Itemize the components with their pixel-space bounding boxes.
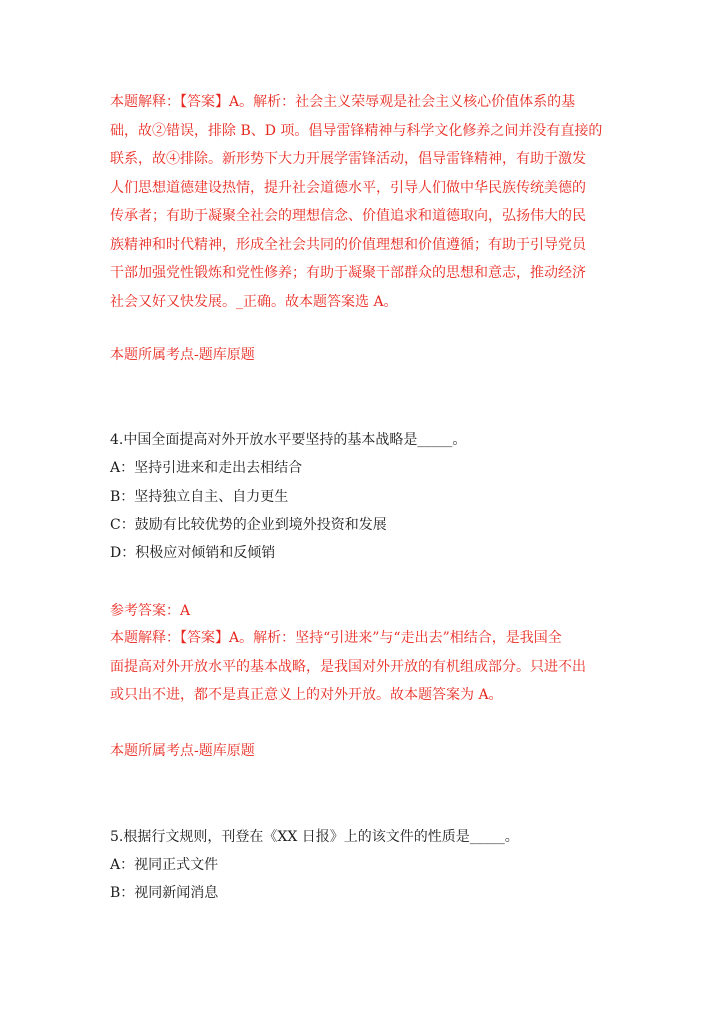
q4-answer: 参考答案：A [110, 603, 191, 619]
q3-explanation-line: 族精神和时代精神，形成全社会共同的价值理想和价值遵循；有助于引导党员 [110, 236, 586, 253]
q3-category: 本题所属考点-题库原题 [110, 347, 255, 363]
q3-explanation-line: 社会又好又快发展。_正确。故本题答案选 A。 [110, 293, 398, 310]
q4-explanation-line: 面提高对外开放水平的基本战略，是我国对外开放的有机组成部分。只进不出 [110, 658, 586, 675]
q3-explanation-line: 传承者；有助于凝聚全社会的理想信念、价值追求和道德取向，弘扬伟大的民 [110, 208, 586, 224]
q4-option-c: C：鼓励有比较优势的企业到境外投资和发展 [110, 517, 387, 533]
q4-explanation [110, 624, 613, 710]
q4-explanation-line: 或只出不进，都不是真正意义上的对外开放。故本题答案为 A。 [110, 687, 503, 703]
q4-option-b: B：坚持独立自主、自力更生 [110, 489, 289, 505]
q3-explanation-line: 人们思想道德建设热情，提升社会道德水平，引导人们做中华民族传统美德的 [110, 179, 586, 196]
q3-explanation-line: 础，故②错误，排除 B、D 项。倡导雷锋精神与科学文化修养之间并没有直接的 [110, 122, 603, 139]
q3-explanation-line: 联系，故④排除。新形势下大力开展学雷锋活动，倡导雷锋精神，有助于激发 [110, 151, 586, 167]
q5-question: 5.根据行文规则，刊登在《XX 日报》上的该文件的性质是_____。 [110, 829, 519, 845]
q3-explanation-line: 本题解释：【答案】A。解析：社会主义荣辱观是社会主义核心价值体系的基 [110, 94, 576, 110]
q4-option-d: D：积极应对倾销和反倾销 [110, 545, 276, 561]
q5-option-a: A：视同正式文件 [110, 857, 219, 873]
q3-explanation [110, 88, 613, 316]
q4-question: 4.中国全面提高对外开放水平要坚持的基本战略是_____。 [110, 432, 467, 448]
q3-explanation-line: 干部加强党性锻炼和党性修养；有助于凝聚干部群众的思想和意志，推动经济 [110, 265, 586, 281]
q4-category: 本题所属考点-题库原题 [110, 743, 255, 759]
q4-option-a: A：坚持引进来和走出去相结合 [110, 460, 303, 476]
q5-option-b: B：视同新闻消息 [110, 885, 219, 901]
q4-explanation-line: 本题解释：【答案】A。解析：坚持“引进来”与“走出去”相结合，是我国全 [110, 630, 562, 646]
